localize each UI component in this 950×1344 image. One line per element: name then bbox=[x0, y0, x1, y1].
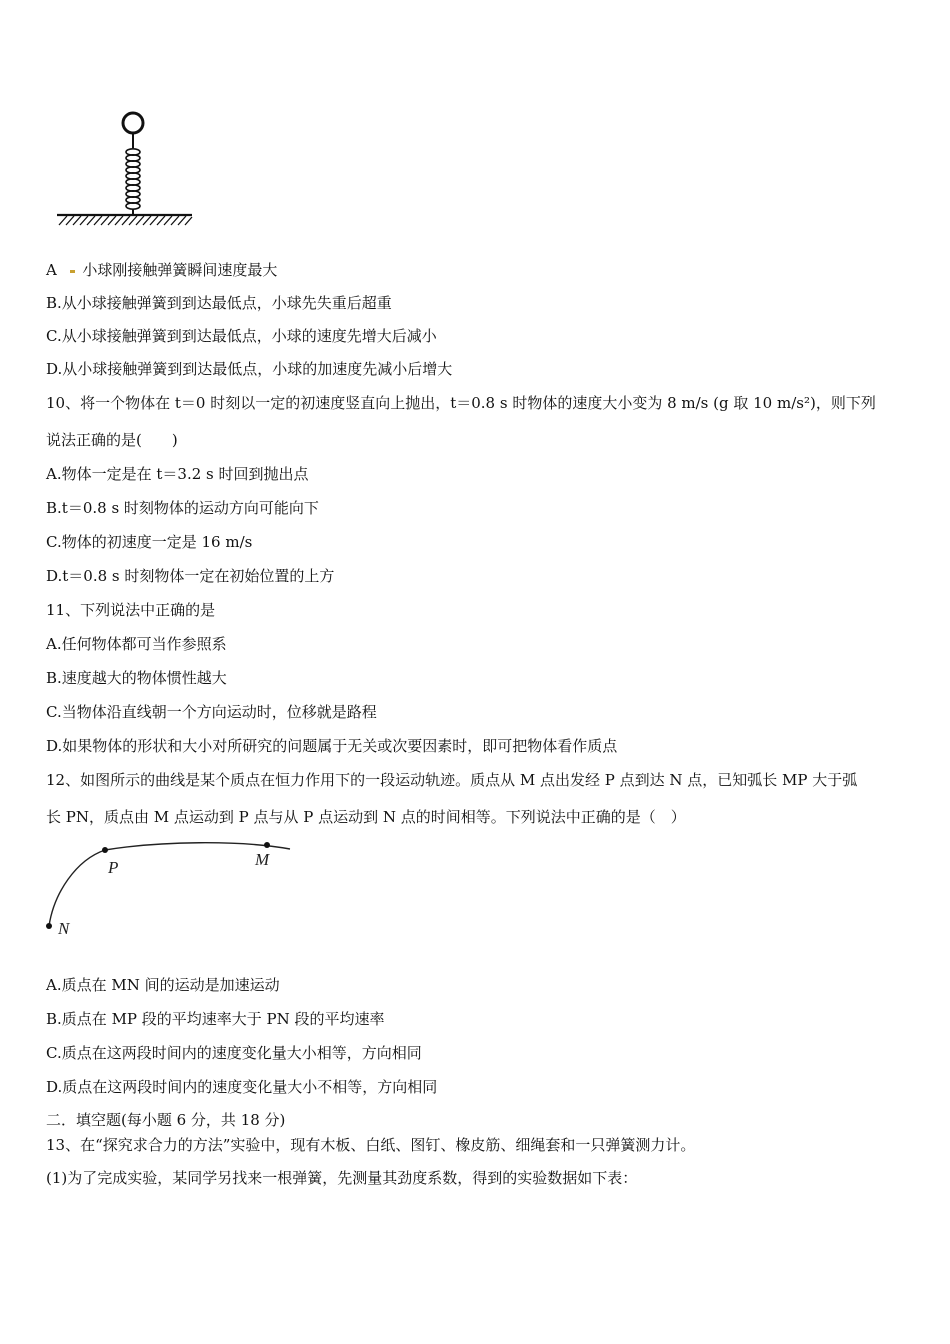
q9-option-c bbox=[46, 326, 437, 346]
point-m bbox=[264, 842, 270, 848]
ball bbox=[123, 113, 143, 133]
q10-option-b-letter: B. bbox=[46, 499, 62, 517]
q12-stem-line1: 12、如图所示的曲线是某个质点在恒力作用下的一段运动轨迹。质点从 M 点出发经 P 点到达 N 点，已知弧长 MP 大于弧 bbox=[46, 771, 858, 789]
q10-option-b-text: t＝0.8 s 时刻物体的运动方向可能向下 bbox=[61, 499, 319, 517]
q12-option-b bbox=[46, 1009, 385, 1029]
q10-option-c bbox=[46, 532, 252, 552]
q12-option-a-text: 质点在 MN 间的运动是加速运动 bbox=[61, 976, 280, 994]
q13-stem: 13、在“探究求合力的方法”实验中，现有木板、白纸、图钉、橡皮筋、细绳套和一只弹簧测力计。 bbox=[46, 1136, 696, 1154]
q9-option-b-letter: B. bbox=[46, 294, 62, 312]
point-n bbox=[46, 923, 52, 929]
q11-option-d: D.如果物体的形状和大小对所研究的问题属于无关或次要因素时，即可把物体看作质点 bbox=[46, 737, 618, 755]
q13-part1: (1)为了完成实验，某同学另找来一根弹簧，先测量其劲度系数，得到的实验数据如下表： bbox=[46, 1169, 638, 1187]
q12-option-b-letter: B. bbox=[46, 1010, 62, 1028]
q9-option-a-text: 小球刚接触弹簧瞬间速度最大 bbox=[82, 261, 278, 279]
trajectory-figure bbox=[40, 838, 300, 943]
q10-option-c-letter: C. bbox=[46, 533, 62, 551]
ground-hatching bbox=[59, 216, 192, 225]
label-n: N bbox=[58, 919, 70, 938]
q11-option-b: B.速度越大的物体惯性越大 bbox=[46, 669, 227, 687]
label-p: P bbox=[108, 858, 119, 877]
q12-option-c bbox=[46, 1043, 422, 1063]
q10-option-d-letter: D. bbox=[46, 567, 63, 585]
q10-option-b bbox=[46, 498, 319, 518]
q9-option-b bbox=[46, 293, 392, 313]
q10-option-a-letter: A. bbox=[46, 465, 62, 483]
q12-option-c-letter: C. bbox=[46, 1044, 62, 1062]
trajectory-curve bbox=[49, 843, 290, 926]
q12-option-d bbox=[46, 1077, 437, 1097]
q9-option-a bbox=[46, 260, 277, 280]
q12-option-d-letter: D. bbox=[46, 1078, 63, 1096]
q10-option-a bbox=[46, 464, 309, 484]
q12-stem-line2: 长 PN，质点由 M 点运动到 P 点与从 P 点运动到 N 点的时间相等。下列说法中正确的是（ ） bbox=[46, 808, 686, 826]
q9-option-c-text: 从小球接触弹簧到到达最低点，小球的速度先增大后减小 bbox=[61, 327, 437, 345]
q11-option-c: C.当物体沿直线朝一个方向运动时，位移就是路程 bbox=[46, 703, 377, 721]
label-m: M bbox=[255, 850, 270, 869]
q12-option-d-text: 质点在这两段时间内的速度变化量大小不相等，方向相同 bbox=[62, 1078, 438, 1096]
q11-stem: 11、下列说法中正确的是 bbox=[46, 601, 216, 619]
q10-stem-line1: 10、将一个物体在 t＝0 时刻以一定的初速度竖直向上抛出，t＝0.8 s 时物体的速度大小变为 8 m/s (g 取 10 m/s²)，则下列 bbox=[46, 394, 876, 412]
q9-option-d-text: 从小球接触弹簧到到达最低点，小球的加速度先减小后增大 bbox=[62, 360, 453, 378]
q12-option-a bbox=[46, 975, 280, 995]
q10-option-d-text: t＝0.8 s 时刻物体一定在初始位置的上方 bbox=[62, 567, 335, 585]
q10-option-c-text: 物体的初速度一定是 16 m/s bbox=[61, 533, 253, 551]
q12-option-a-letter: A. bbox=[46, 976, 62, 994]
spring-coil bbox=[126, 149, 140, 209]
q9-option-d bbox=[46, 359, 452, 379]
small-mark-icon bbox=[70, 270, 75, 273]
q9-option-c-letter: C. bbox=[46, 327, 62, 345]
q9-option-a-letter: A bbox=[46, 261, 57, 279]
spring-ball-figure bbox=[52, 108, 202, 233]
q12-option-c-text: 质点在这两段时间内的速度变化量大小相等，方向相同 bbox=[61, 1044, 422, 1062]
q10-stem-line2: 说法正确的是( ) bbox=[46, 431, 178, 449]
q11-option-a: A.任何物体都可当作参照系 bbox=[46, 635, 227, 653]
q10-option-a-text: 物体一定是在 t＝3.2 s 时回到抛出点 bbox=[61, 465, 309, 483]
point-p bbox=[102, 847, 108, 853]
section-title: 二．填空题(每小题 6 分，共 18 分) bbox=[46, 1111, 286, 1129]
q12-option-b-text: 质点在 MP 段的平均速率大于 PN 段的平均速率 bbox=[61, 1010, 385, 1028]
q10-option-d bbox=[46, 566, 334, 586]
q9-option-d-letter: D. bbox=[46, 360, 63, 378]
q9-option-b-text: 从小球接触弹簧到到达最低点，小球先失重后超重 bbox=[61, 294, 392, 312]
